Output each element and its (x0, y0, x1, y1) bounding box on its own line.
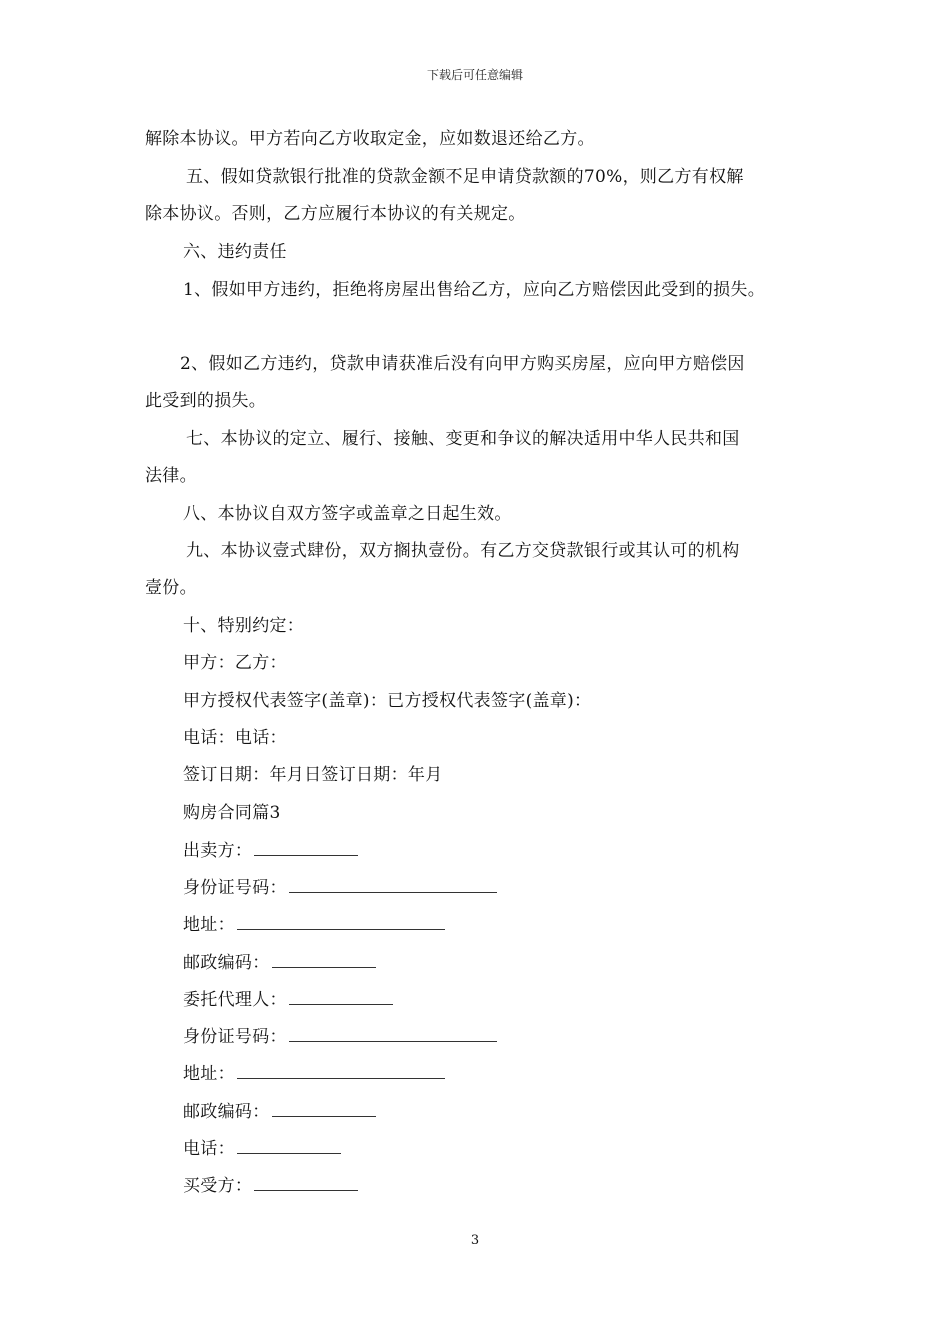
form-field-row (183, 1062, 445, 1086)
paragraph-line: 法律。 (145, 466, 197, 486)
form-field-row (183, 839, 358, 863)
form-field-row (183, 1025, 497, 1049)
paragraph-line: 壹份。 (145, 578, 197, 598)
page-number: 3 (470, 1233, 480, 1248)
contract-title: 购房合同篇3 (183, 803, 281, 823)
fill-in-blank (237, 1064, 445, 1079)
paragraph-line: 七、本协议的定立、履行、接触、变更和争议的解决适用中华人民共和国 (186, 429, 740, 449)
paragraph-line: 1、假如甲方违约，拒绝将房屋出售给乙方，应向乙方赔偿因此受到的损失。 (183, 280, 766, 300)
paragraph-line: 八、本协议自双方签字或盖章之日起生效。 (183, 504, 512, 524)
section-heading: 十、特别约定： (183, 616, 305, 636)
fill-in-blank (254, 841, 358, 856)
fill-in-blank (272, 1102, 376, 1117)
form-field-row (183, 1100, 376, 1124)
paragraph-line: 解除本协议。甲方若向乙方收取定金，应如数退还给乙方。 (145, 129, 595, 149)
paragraph-line: 2、假如乙方违约，贷款申请获准后没有向甲方购买房屋，应向甲方赔偿因 (180, 354, 745, 374)
signature-line: 甲方授权代表签字(盖章)：已方授权代表签字(盖章)： (183, 691, 592, 711)
field-label: 身份证号码： (183, 1027, 287, 1047)
field-label: 出卖方： (183, 841, 253, 861)
paragraph-line: 除本协议。否则，乙方应履行本协议的有关规定。 (145, 204, 526, 224)
paragraph-line: 九、本协议壹式肆份，双方搁执壹份。有乙方交贷款银行或其认可的机构 (186, 541, 740, 561)
field-label: 委托代理人： (183, 990, 287, 1010)
paragraph-line: 五、假如贷款银行批准的贷款金额不足申请贷款额的70%，则乙方有权解 (186, 167, 744, 187)
field-label: 电话： (183, 1139, 235, 1159)
form-field-row (183, 951, 376, 975)
field-label: 身份证号码： (183, 878, 287, 898)
form-field-row (183, 913, 445, 937)
fill-in-blank (272, 953, 376, 968)
field-label: 地址： (183, 915, 235, 935)
form-field-row (183, 876, 497, 900)
field-label: 邮政编码： (183, 1102, 270, 1122)
fill-in-blank (289, 878, 497, 893)
signature-line: 电话：电话： (183, 728, 287, 748)
form-field-row (183, 1174, 358, 1198)
fill-in-blank (237, 1139, 341, 1154)
paragraph-line: 此受到的损失。 (145, 391, 267, 411)
field-label: 地址： (183, 1064, 235, 1084)
header-note: 下载后可任意编辑 (426, 68, 523, 82)
form-field-row (183, 988, 393, 1012)
field-label: 邮政编码： (183, 953, 270, 973)
section-heading: 六、违约责任 (183, 242, 287, 262)
signature-line: 甲方：乙方： (183, 653, 287, 673)
fill-in-blank (254, 1176, 358, 1191)
fill-in-blank (289, 990, 393, 1005)
fill-in-blank (237, 915, 445, 930)
signature-line: 签订日期：年月日签订日期：年月 (183, 765, 443, 785)
fill-in-blank (289, 1027, 497, 1042)
field-label: 买受方： (183, 1176, 253, 1196)
form-field-row (183, 1137, 341, 1161)
